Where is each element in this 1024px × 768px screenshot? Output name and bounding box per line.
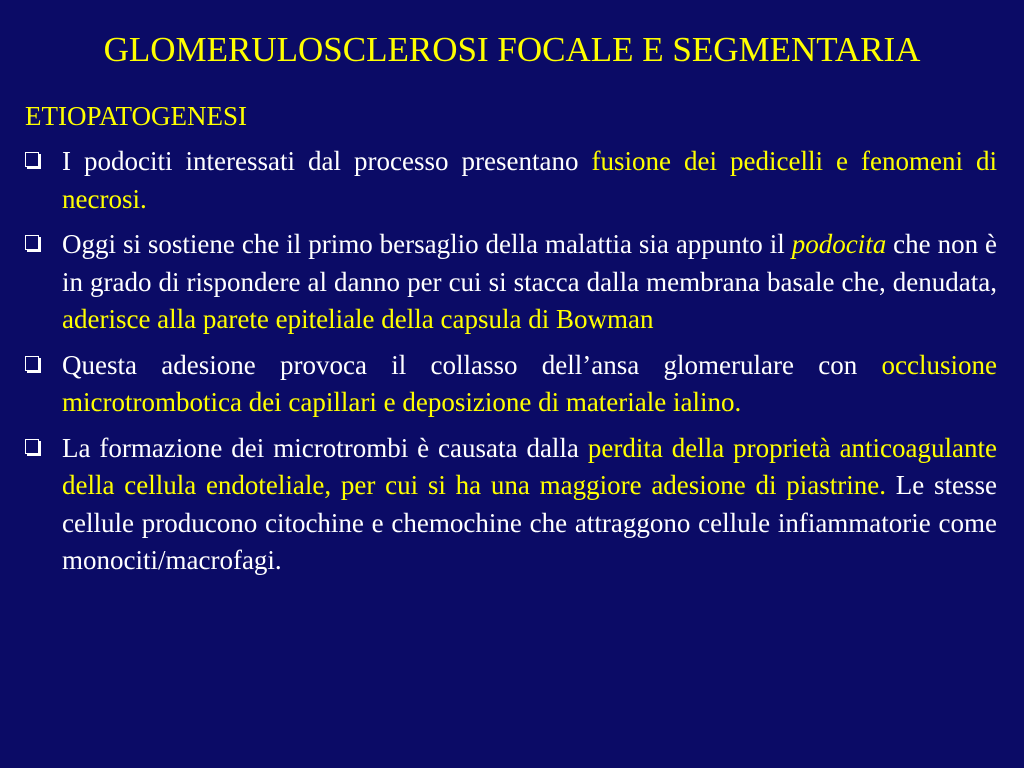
bullet-item — [25, 226, 997, 339]
bullet-text: I podociti interessati dal processo presentano — [62, 146, 592, 176]
checkbox-square-icon — [25, 235, 39, 250]
highlighted-text: perdita della proprietà anticoagulante della cellula endoteliale, per cui si ha una maggiore adesione di piastrine. — [62, 432, 997, 500]
checkbox-square-icon — [25, 356, 39, 371]
bullet-text: La formazione dei microtrombi è causata dalla — [62, 432, 588, 463]
checkbox-square-icon — [25, 439, 39, 454]
bullet-item — [25, 143, 997, 218]
slide-title: GLOMERULOSCLEROSI FOCALE E SEGMENTARIA — [103, 30, 921, 69]
bullet-item — [25, 430, 997, 580]
bullet-list — [25, 143, 997, 588]
bullet-text: che non è in grado di rispondere al danno per cui si stacca dalla membrana basale che, denudata, — [62, 229, 997, 297]
checkbox-square-icon — [25, 152, 39, 167]
highlighted-text: occlusione microtrombotica dei capillari e deposizione di materiale ialino. — [62, 349, 997, 417]
bullet-item — [25, 347, 997, 422]
bullet-text: Questa adesione provoca il collasso dell’ansa glomerulare con — [62, 349, 882, 380]
bullet-text: Oggi si sostiene che il primo bersaglio della malattia sia appunto il — [62, 229, 792, 259]
bullet-text: Le stesse cellule producono citochine e chemochine che attraggono cellule infiammatorie come monociti/macrofagi. — [62, 470, 998, 575]
highlighted-italic-text: podocita — [791, 229, 887, 259]
highlighted-text: aderisce alla parete epiteliale della capsula di Bowman — [62, 304, 654, 334]
slide-subtitle: ETIOPATOGENESI — [25, 101, 248, 131]
highlighted-text: fusione dei pedicelli e fenomeni di necrosi. — [62, 146, 997, 214]
